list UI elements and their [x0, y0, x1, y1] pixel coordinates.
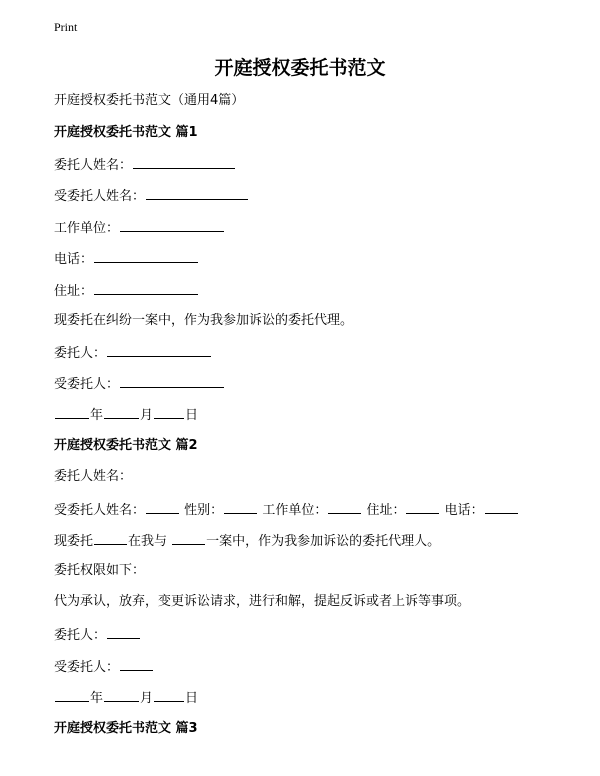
s2-agent-name-blank: [146, 500, 179, 514]
s1-work-unit-row: [54, 218, 225, 236]
s2-stmt-b: 在我与: [128, 534, 168, 549]
s2-principal-blank: [107, 625, 140, 639]
s2-gender-label: 性别：: [184, 503, 224, 518]
s1-month-blank: [104, 405, 139, 419]
s1-day-label: 日: [185, 408, 199, 423]
s2-statement-row: [54, 531, 440, 549]
s2-work-unit-label: 工作单位：: [262, 503, 328, 518]
s1-principal-name-blank: [133, 155, 235, 169]
s2-principal-row: [54, 625, 141, 643]
s1-principal-name-label: 委托人姓名：: [54, 158, 133, 173]
s1-address-blank: [94, 281, 198, 295]
s2-stmt-a: 现委托: [54, 534, 94, 549]
s1-date-row: [54, 405, 198, 423]
intro-text: 开庭授权委托书范文（通用4篇）: [54, 93, 245, 108]
s2-address-label: 住址：: [366, 503, 406, 518]
s1-principal-blank: [107, 343, 211, 357]
s1-phone-label: 电话：: [54, 252, 94, 267]
s1-agent-blank: [120, 374, 224, 388]
s2-agent-row: [54, 657, 154, 675]
s1-principal-row: [54, 343, 212, 361]
page-title: 开庭授权委托书范文: [214, 57, 386, 79]
s1-month-label: 月: [140, 408, 154, 423]
s1-agent-name-blank: [146, 186, 248, 200]
s2-gender-blank: [224, 500, 257, 514]
s2-year-label: 年: [90, 691, 104, 706]
s1-agent-name-row: [54, 186, 249, 204]
print-link[interactable]: Print: [54, 20, 78, 34]
s1-day-blank: [154, 405, 184, 419]
s2-agent-info-row: [54, 500, 519, 518]
s1-statement: 现委托在纠纷一案中，作为我参加诉讼的委托代理。: [54, 313, 354, 328]
s2-phone-label: 电话：: [444, 503, 484, 518]
section3-heading: 开庭授权委托书范文 篇3: [54, 721, 198, 736]
s2-principal-name: 委托人姓名：: [54, 469, 133, 484]
s2-stmt-c: 一案中，作为我参加诉讼的委托代理人。: [206, 534, 441, 549]
s1-phone-row: [54, 249, 199, 267]
s2-agent-name-label: 受委托人姓名：: [54, 503, 146, 518]
s1-agent-name-label: 受委托人姓名：: [54, 189, 146, 204]
s1-phone-blank: [94, 249, 198, 263]
section1-heading: 开庭授权委托书范文 篇1: [54, 125, 198, 140]
s1-address-label: 住址：: [54, 284, 94, 299]
s2-day-label: 日: [185, 691, 199, 706]
s1-work-unit-label: 工作单位：: [54, 221, 120, 236]
s2-scope-label: 委托权限如下：: [54, 563, 146, 578]
s1-principal-label: 委托人：: [54, 346, 107, 361]
s2-stmt-blank-1: [94, 531, 127, 545]
s2-month-label: 月: [140, 691, 154, 706]
s1-address-row: [54, 281, 199, 299]
s2-date-row: [54, 688, 198, 706]
s2-day-blank: [154, 688, 184, 702]
s2-agent-blank: [120, 657, 153, 671]
s1-work-unit-blank: [120, 218, 224, 232]
s1-principal-name-row: [54, 155, 236, 173]
s2-year-blank: [55, 688, 89, 702]
s1-year-blank: [55, 405, 89, 419]
s2-work-unit-blank: [328, 500, 361, 514]
s2-month-blank: [104, 688, 139, 702]
s2-address-blank: [406, 500, 439, 514]
s1-agent-label: 受委托人：: [54, 377, 120, 392]
s2-stmt-blank-2: [172, 531, 205, 545]
s2-agent-label: 受委托人：: [54, 660, 120, 675]
s2-principal-label: 委托人：: [54, 628, 107, 643]
s2-scope-text: 代为承认，放弃，变更诉讼请求，进行和解，提起反诉或者上诉等事项。: [54, 594, 471, 609]
s1-agent-row: [54, 374, 225, 392]
s2-phone-blank: [485, 500, 518, 514]
s1-year-label: 年: [90, 408, 104, 423]
section2-heading: 开庭授权委托书范文 篇2: [54, 438, 198, 453]
